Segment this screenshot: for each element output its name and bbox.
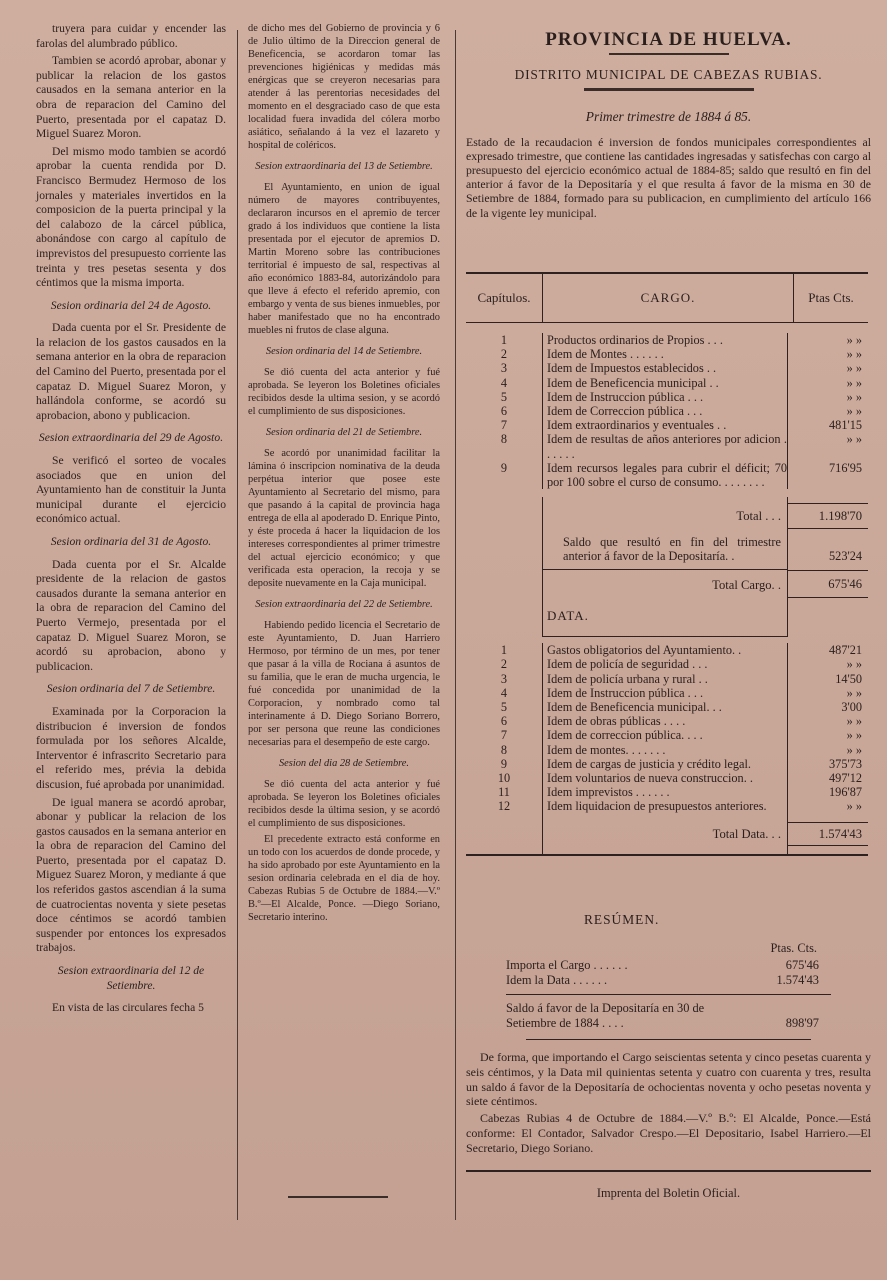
firma-paragraph: Cabezas Rubias 4 de Octubre de 1884.—V.º B.º: El Alcalde, Ponce.—Está conforme: El Contador, Salvador Crespo.—El Depositario, Isabel Harriero.—El Secretario, Diego Soriano. (466, 1111, 871, 1155)
row-number: 10 (466, 771, 543, 785)
row-description: Idem de Montes . . . . . . (543, 347, 788, 361)
row-description: Idem recursos legales para cubrir el déficit; 70 por 100 sobre el curso de consumo. . . . . . . . (543, 461, 788, 489)
row-description: Idem voluntarios de nueva construccion. . (543, 771, 788, 785)
table-row (466, 657, 868, 671)
table-row (466, 728, 868, 742)
row-number: 8 (466, 743, 543, 757)
title-ornament (609, 53, 729, 55)
saldo-value: 523'24 (829, 549, 862, 564)
row-number: 2 (466, 347, 543, 361)
row-description: Idem de cargas de justicia y crédito legal. (543, 757, 788, 771)
row-description: Idem extraordinarios y eventuales . . (543, 418, 788, 432)
session-heading: Sesion extraordinaria del 29 de Agosto. (38, 431, 224, 445)
row-number: 1 (466, 333, 543, 347)
row-value: » » (846, 685, 862, 700)
row-value: 487'21 (829, 643, 862, 658)
paragraph: Dada cuenta por el Sr. Presidente de la relacion de los gastos causados en la semana anterior en la obra de reparacion del Camino del Puerto, presentada por el capataz D. Miguel Suarez Moron, y hallándola conforme, se acordó su aprobacion, abono y publicacion. (36, 321, 226, 422)
table-row (466, 672, 868, 686)
paragraph: truyera para cuidar y encender las farolas del alumbrado público. (36, 22, 226, 50)
table-row (466, 686, 868, 700)
resumen-rule-2 (526, 1039, 811, 1040)
row-number: 8 (466, 432, 543, 460)
resumen-data-line (466, 973, 871, 988)
paragraph: Habiendo pedido licencia el Secretario de este Ayuntamiento, D. Juan Harriero Hermoso, por término de un mes, por tener que pasar á la villa de Rociana á asuntos de su familia, que le eran de mucha urgencia, le fué concedida por unanimidad de la Corporacion, y nombrado como tal interinamente á D. Diego Soriano Borrero, por ser persona que reune las condiciones necesarias para el desempeño de este cargo. (248, 620, 440, 748)
resumen-section (466, 912, 871, 1201)
importa-value: 675'46 (785, 958, 819, 972)
saldo-row (466, 535, 868, 569)
row-number: 1 (466, 643, 543, 657)
header-cargo: CARGO. (543, 274, 794, 322)
table-header (466, 272, 868, 323)
total-data-label: Total Data. . . (543, 814, 788, 854)
table-row (466, 432, 868, 460)
row-value: » » (846, 404, 862, 419)
table-row (466, 418, 868, 432)
table-row (466, 333, 868, 347)
row-number: 9 (466, 757, 543, 771)
row-description: Gastos obligatorios del Ayuntamiento. . (543, 643, 788, 657)
row-number: 4 (466, 376, 543, 390)
paragraph: Dada cuenta por el Sr. Alcalde presidente de la relacion de gastos causados durante la semana anterior en la obra de reparacion del Camino del Puerto Vermejo, presentada por el capataz D. Miguel Suarez Moron, se acordó su aprobacion, abono y publicacion. (36, 557, 226, 673)
row-value: » » (846, 375, 862, 390)
paragraph: Se acordó por unanimidad facilitar la lámina ó inscripcion nominativa de la deuda perpétua interior que posee este Ayuntamiento al Secretario del mismo, para que pasando á la capital de provincia haga entrega de ella al apoderado D. Enrique Pinto, y éste proceda á hacer la liquidacion de los intereses correspondientes al primer trimestre del actual ejercicio económico; y que verificada esta operacion, la recoja y se deposite nuevamente en la Caja municipal. (248, 448, 440, 589)
data-heading: DATA. (543, 599, 788, 637)
row-number: 9 (466, 461, 543, 489)
session-heading: Sesion ordinaria del 14 de Setiembre. (265, 346, 423, 357)
table-row (466, 461, 868, 489)
row-value: » » (846, 347, 862, 362)
session-heading: Sesion extraordinaria del 12 de Setiembre. (57, 964, 205, 992)
row-number: 12 (466, 799, 543, 813)
total-value: 1.198'70 (788, 503, 868, 529)
session-heading: Sesion del dia 28 de Setiembre. (278, 758, 410, 769)
row-number: 7 (466, 728, 543, 742)
row-number: 7 (466, 418, 543, 432)
row-value: 497'12 (829, 771, 862, 786)
table-bottom-rule (466, 854, 868, 856)
row-value: » » (846, 361, 862, 376)
left-column (36, 22, 226, 1019)
row-description: Idem de Beneficencia municipal . . (543, 376, 788, 390)
paragraph: Tambien se acordó aprobar, abonar y publicar la relacion de los gastos causados en la semana anterior en la obra de reparacion del Camino del Puerto, presentada por el capataz D. Miguel Suarez Moron. (36, 54, 226, 141)
session-heading: Sesion ordinaria del 21 de Setiembre. (265, 427, 423, 438)
cargo-total-row (466, 503, 868, 529)
paragraph: de dicho mes del Gobierno de provincia y 6 de Julio último de la Direccion general de Beneficencia, se acordaron tomar las prevenciones higiénicas y medidas más enérgicas que se creyeron necesarias para atender á las perentorias necesidades del momento en el desgraciado caso de que esta localidad fuera invadida del cólera morbo asiático, señalando á la vez el lazareto y hospital de coléricos. (248, 23, 440, 151)
row-description: Idem de montes. . . . . . . (543, 743, 788, 757)
paragraph: Se dió cuenta del acta anterior y fué aprobada. Se leyeron los Boletines oficiales recibidos desde la última sesion, y se acordó el cumplimiento de sus disposiciones. (248, 779, 440, 829)
row-value: 716'95 (829, 460, 862, 475)
saldo-final-value: 898'97 (785, 1016, 819, 1030)
row-number: 3 (466, 672, 543, 686)
column-divider-right (455, 30, 456, 1220)
table-row (466, 771, 868, 785)
row-value: » » (846, 333, 862, 347)
estado-paragraph: Estado de la recaudacion é inversion de fondos municipales correspondientes al expresado trimestre, que contiene las cantidades ingresadas y satisfechas con cargo al presupuesto del ejercicio económico actual de 1884-85; saldo que resultó en fin del anterior á favor de la Depositaría y el que resulta á favor de la misma en 30 de Setiembre de 1884, formado para su publicacion, en cumplimiento del artículo 166 de la vigente ley municipal. (466, 134, 871, 220)
row-value: 375'73 (829, 756, 862, 771)
paragraph: En vista de las circulares fecha 5 (52, 1001, 204, 1015)
table-row (466, 376, 868, 390)
paragraph: Del mismo modo tambien se acordó aprobar la cuenta rendida por D. Francisco Bermudez Hermoso de los jornales y materiales invertidos en la composicion de la puerta principal y la del calabozo de la cárcel pública, abonándose con cargo al capítulo de imprevistos del presupuesto corriente las treinta y tres pesetas sesenta y dos céntimos que la misma importa. (36, 144, 226, 290)
paragraph: El precedente extracto está conforme en un todo con los acuerdos de donde procede, y ha sido aprobado por este Ayuntamiento en la sesion ordinaria celebrada en el dia de hoy. Cabezas Rubias 5 de Octubre de 1884.—V.º B.º—El Alcalde, Ponce. —Diego Soriano, Secretario interino. (248, 834, 440, 923)
idem-data-value: 1.574'43 (776, 973, 819, 987)
row-value: 14'50 (835, 671, 862, 686)
paragraph: De igual manera se acordó aprobar, abonar y publicar la relacion de los gastos causados en la semana anterior en la obra de reparacion del Camino del Puerto, presentada por el capataz D. Miguez Suarez Moron, y mediante á que los referidos gastos ascendian á la suma de cuatrocientas noventa y siete pesetas doce céntimos se acordó tambien suspender por entonces los expresados trabajos. (36, 795, 226, 955)
bottom-ornament (288, 1196, 388, 1198)
session-heading: Sesion extraordinaria del 13 de Setiembre. (255, 161, 433, 172)
total-cargo-value: 675'46 (788, 570, 868, 598)
session-heading: Sesion extraordinaria del 22 de Setiembre. (255, 599, 433, 610)
table-row (466, 799, 868, 813)
total-data-row (466, 814, 868, 854)
row-value: » » (846, 389, 862, 404)
row-description: Idem de Beneficencia municipal. . . (543, 700, 788, 714)
forma-paragraph: De forma, que importando el Cargo seiscientas setenta y cinco pesetas cuarenta y seis céntimos, y la Data mil quinientas setenta y cuatro con cuarenta y tres, resulta un saldo á favor de la Depositaría de ochocientas noventa y ocho pesetas noventa y siete céntimos. (466, 1050, 871, 1109)
footer-rule (466, 1170, 871, 1172)
resumen-saldo-line (466, 1001, 871, 1031)
table-row (466, 700, 868, 714)
district-heading: DISTRITO MUNICIPAL DE CABEZAS RUBIAS. (514, 67, 823, 83)
row-number: 2 (466, 657, 543, 671)
resumen-col-head: Ptas. Cts. (770, 941, 817, 955)
imprenta-line: Imprenta del Boletin Oficial. (596, 1185, 741, 1200)
table-row (466, 404, 868, 418)
table-row (466, 643, 868, 657)
table-row (466, 390, 868, 404)
table-row (466, 757, 868, 771)
row-value: » » (846, 799, 862, 814)
table-row (466, 714, 868, 728)
session-heading: Sesion ordinaria del 31 de Agosto. (50, 535, 212, 548)
row-description: Idem de policía de seguridad . . . (543, 657, 788, 671)
paragraph: Se dió cuenta del acta anterior y fué aprobada. Se leyeron los Boletines oficiales recibidos desde la ultima sesion, y se acordó el cumplimiento de sus disposiciones. (248, 367, 440, 417)
row-number: 6 (466, 714, 543, 728)
paragraph: Se verificó el sorteo de vocales asociados que en union del Ayuntamiento han de constituir la Junta municipal durante el ejercicio económico actual. (36, 454, 226, 526)
row-number: 5 (466, 390, 543, 404)
column-divider-left (237, 30, 238, 1220)
row-description: Idem de Impuestos establecidos . . (543, 361, 788, 375)
row-description: Idem imprevistos . . . . . . (543, 785, 788, 799)
data-rows (466, 637, 868, 813)
row-description: Idem de Correccion pública . . . (543, 404, 788, 418)
trimester-heading: Primer trimestre de 1884 á 85. (585, 109, 752, 125)
row-description: Idem de Instruccion pública . . . (543, 686, 788, 700)
session-heading: Sesion ordinaria del 7 de Setiembre. (46, 682, 216, 696)
resumen-title: RESÚMEN. (584, 912, 660, 927)
paragraph: Examinada por la Corporacion la distribucion é inversion de fondos formulada por los señores Alcalde, Interventor é infrascrito Secretario para el referido mes, prévia la debida discusion, fué aprobada por unanimidad. (36, 704, 226, 791)
row-value: » » (846, 432, 862, 447)
table-row (466, 743, 868, 757)
saldo-final-label: Saldo á favor de la Depositaría en 30 de Setiembre de 1884 . . . . (506, 1001, 705, 1030)
row-value: » » (846, 714, 862, 729)
table-row (466, 361, 868, 375)
row-description: Idem de policía urbana y rural . . (543, 672, 788, 686)
total-cargo-row (466, 569, 868, 599)
resumen-cargo-line (466, 958, 871, 973)
row-description: Idem de resultas de años anteriores por adicion . . . . . . (543, 432, 788, 460)
importa-label: Importa el Cargo . . . . . . (506, 958, 628, 972)
row-number: 3 (466, 361, 543, 375)
row-description: Idem de Instruccion pública . . . (543, 390, 788, 404)
row-description: Idem liquidacion de presupuestos anteriores. (543, 799, 788, 813)
row-number: 4 (466, 686, 543, 700)
total-label: Total . . . (543, 497, 788, 535)
province-title: PROVINCIA DE HUELVA. (545, 29, 792, 50)
header-ptas: Ptas Cts. (808, 290, 854, 305)
row-number: 11 (466, 785, 543, 799)
district-rule (584, 88, 754, 91)
row-value: » » (846, 728, 862, 743)
table-row (466, 347, 868, 361)
row-value: 3'00 (841, 700, 862, 715)
paragraph: El Ayuntamiento, en union de igual número de mayores contribuyentes, declararon incursos en el apremio de tercer grado á los individuos que contiene la lista presentada por el ejecutor de apremios D. Martin Moreno sobre las contribuciones territorial é impuesto de sal, respectivas al año económico 1883-84, autorizándolo para que lleve á efecto el referido apremio, con embargo y venta de sus bienes inmuebles, por haber manifestado que no ha encontrado muebles ni frutos de clase alguna. (248, 182, 440, 336)
idem-data-label: Idem la Data . . . . . . (506, 973, 608, 987)
row-value: 481'15 (829, 418, 862, 433)
total-cargo-label: Total Cargo. . (543, 569, 788, 600)
saldo-label: Saldo que resultó en fin del trimestre anterior á favor de la Depositaría. . (543, 535, 788, 569)
middle-column (248, 22, 440, 927)
data-header-row (466, 599, 868, 637)
cargo-rows (466, 323, 868, 489)
right-column-header (466, 26, 871, 220)
row-description: Idem de correccion pública. . . . (543, 728, 788, 742)
row-description: Idem de obras públicas . . . . (543, 714, 788, 728)
row-value: 196'87 (829, 785, 862, 800)
row-description: Productos ordinarios de Propios . . . (543, 333, 788, 347)
row-value: » » (846, 742, 862, 757)
session-heading: Sesion ordinaria del 24 de Agosto. (50, 298, 212, 312)
row-value: » » (846, 657, 862, 672)
row-number: 5 (466, 700, 543, 714)
header-capitulos: Capítulos. (466, 274, 543, 322)
row-number: 6 (466, 404, 543, 418)
table-row (466, 785, 868, 799)
total-data-value: 1.574'43 (788, 822, 868, 846)
accounts-table (466, 272, 868, 856)
resumen-rule (506, 994, 831, 995)
